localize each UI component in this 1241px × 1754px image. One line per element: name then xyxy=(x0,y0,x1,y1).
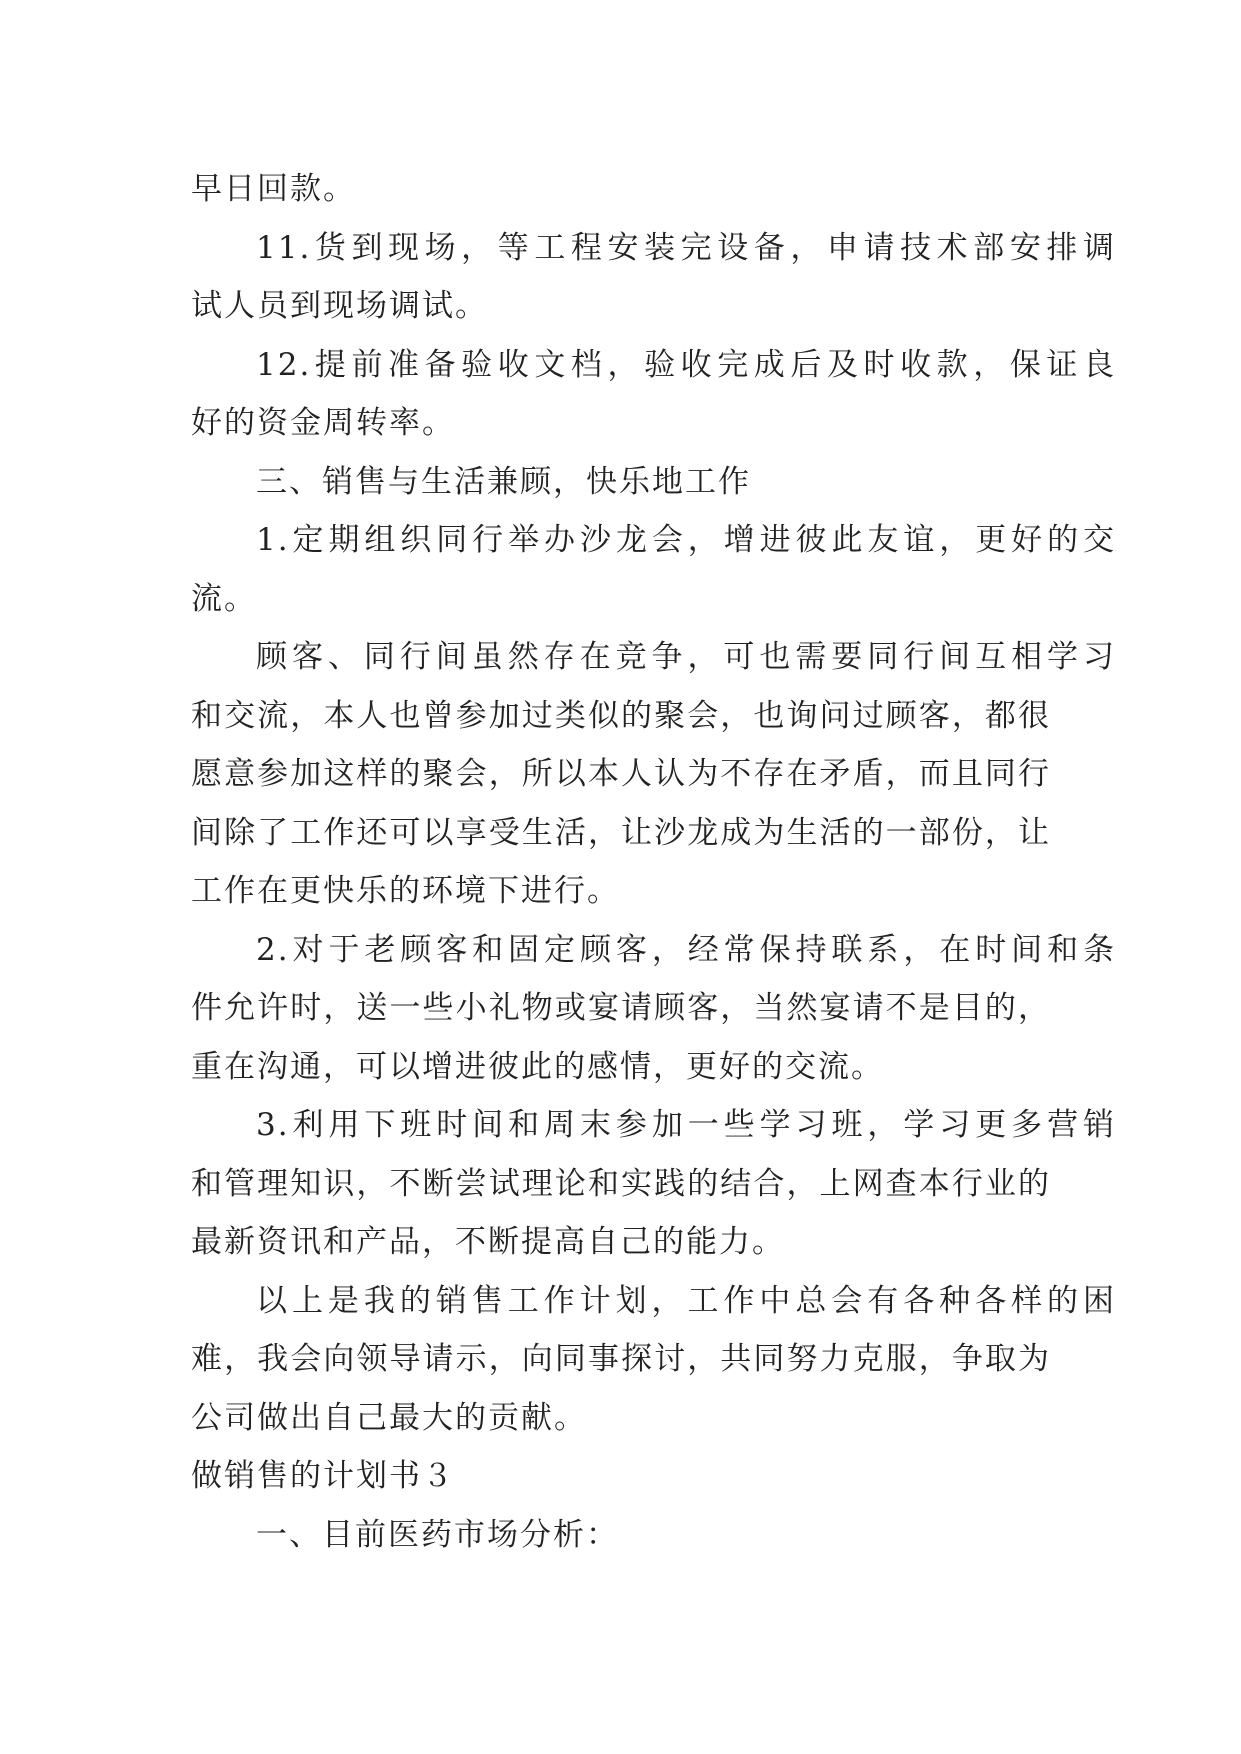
section-heading: 一、目前医药市场分析： xyxy=(256,1516,619,1553)
text-line: 试人员到现场调试。 xyxy=(191,288,488,324)
text-line: 愿意参加这样的聚会，所以本人认为不存在矛盾，而且同行 xyxy=(191,756,1051,792)
text-line: 顾客、同行间虽然存在竞争，可也需要同行间互相学习 xyxy=(256,639,1116,675)
text-line: 工作在更快乐的环境下进行。 xyxy=(191,873,620,909)
text-line: 最新资讯和产品，不断提高自己的能力。 xyxy=(191,1224,785,1260)
text-line: 和管理知识，不断尝试理论和实践的结合，上网查本行业的 xyxy=(191,1165,1051,1202)
text-line: 以上是我的销售工作计划，工作中总会有各种各样的困 xyxy=(256,1282,1116,1319)
text-line: 间除了工作还可以享受生活，让沙龙成为生活的一部份，让 xyxy=(191,814,1051,851)
text-line: 流。 xyxy=(191,580,257,617)
text-line: 12.提前准备验收文档，验收完成后及时收款，保证良 xyxy=(256,346,1116,383)
text-line: 好的资金周转率。 xyxy=(191,405,455,441)
section-heading: 三、销售与生活兼顾，快乐地工作 xyxy=(256,463,751,500)
text-line: 和交流，本人也曾参加过类似的聚会，也询问过顾客，都很 xyxy=(191,697,1051,734)
text-line: 难，我会向领导请示，向同事探讨，共同努力克服，争取为 xyxy=(191,1341,1051,1377)
text-line: 公司做出自己最大的贡献。 xyxy=(191,1399,587,1436)
text-line: 重在沟通，可以增进彼此的感情，更好的交流。 xyxy=(191,1048,884,1085)
text-line: 1.定期组织同行举办沙龙会，增进彼此友谊，更好的交 xyxy=(256,522,1116,558)
text-line: 早日回款。 xyxy=(191,171,356,207)
document-body xyxy=(191,160,1116,1564)
text-line: 件允许时，送一些小礼物或宴请顾客，当然宴请不是目的， xyxy=(191,990,1051,1026)
text-line: 2.对于老顾客和固定顾客，经常保持联系，在时间和条 xyxy=(256,931,1116,968)
document-title: 做销售的计划书３ xyxy=(191,1458,455,1494)
text-line: 11.货到现场，等工程安装完设备，申请技术部安排调 xyxy=(256,229,1116,266)
text-line: 3.利用下班时间和周末参加一些学习班，学习更多营销 xyxy=(256,1107,1116,1143)
